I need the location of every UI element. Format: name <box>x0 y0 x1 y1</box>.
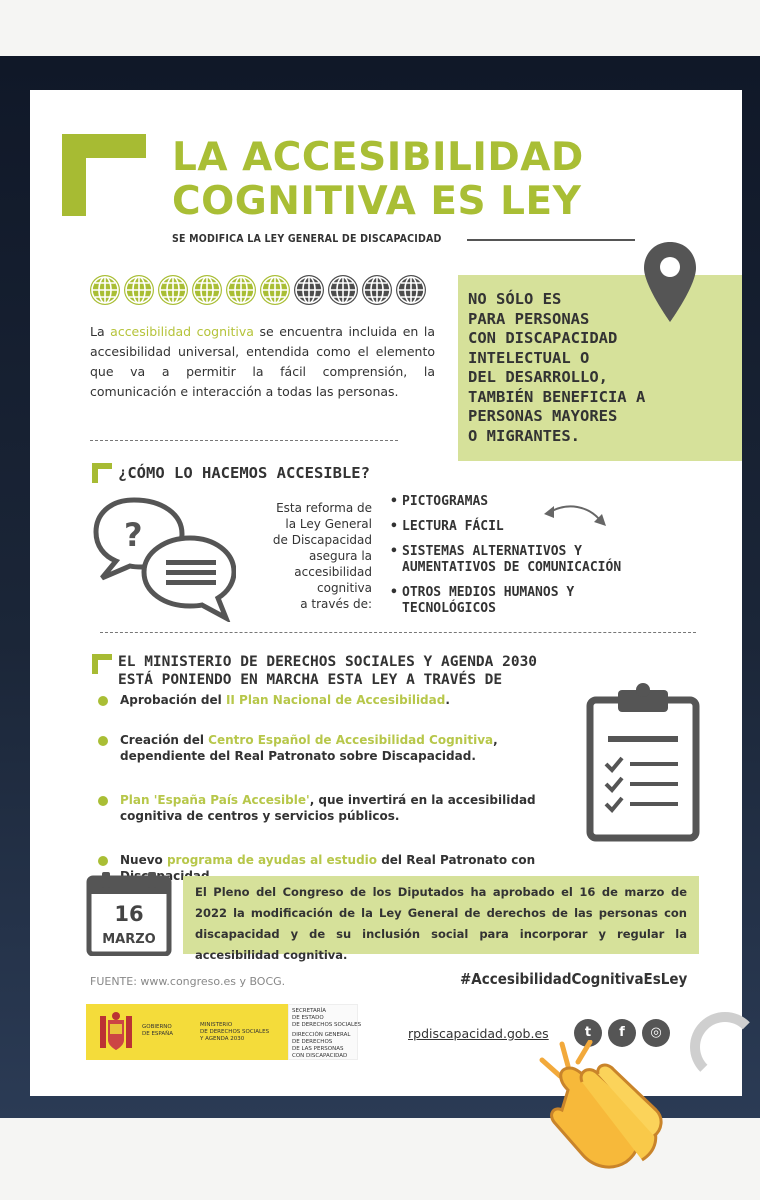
reform-line: de Discapacidad <box>272 533 372 547</box>
intro-before: La <box>90 324 111 339</box>
callout-line: PARA PERSONAS <box>468 309 590 328</box>
actions-list <box>98 692 558 884</box>
ministry-heading-line-2: ESTÁ PONIENDO EN MARCHA ESTA LEY A TRAVÉS DE <box>118 672 503 688</box>
logo-notch <box>86 158 146 216</box>
subtitle: SE MODIFICA LA LEY GENERAL DE DISCAPACIDAD <box>172 233 442 245</box>
reform-line: asegura la <box>309 549 372 563</box>
coat-of-arms-icon <box>96 1010 136 1054</box>
clapping-hands-icon <box>538 1040 678 1170</box>
action-text: . <box>445 693 450 707</box>
intro-paragraph <box>90 322 435 402</box>
gov-label-line: SECRETARÍA <box>292 1008 327 1014</box>
intro-highlight: accesibilidad cognitiva <box>110 324 254 339</box>
globe-icon <box>260 275 290 305</box>
globe-icon <box>192 275 222 305</box>
globe-icon <box>362 275 392 305</box>
gov-label-line: DE DERECHOS SOCIALES <box>292 1022 362 1028</box>
gov-label-3 <box>292 1008 361 1029</box>
tool-item-line: AUMENTATIVOS DE COMUNICACIÓN <box>402 560 622 575</box>
globe-icon <box>328 275 358 305</box>
gov-label-4 <box>292 1032 350 1060</box>
reform-line: Esta reforma de <box>276 501 372 515</box>
tool-item <box>390 544 710 576</box>
action-highlight: Centro Español de Accesibilidad Cognitiva <box>208 733 494 747</box>
gov-label-line: DIRECCIÓN GENERAL <box>292 1032 351 1038</box>
action-item <box>98 792 558 824</box>
reform-line: a través de: <box>300 597 372 611</box>
gov-label-line: GOBIERNO <box>142 1024 172 1030</box>
action-text: , dependiente del Real Patronato sobre Discapacidad. <box>120 733 498 763</box>
decree-box: El Pleno del Congreso de los Diputados ha aprobado el 16 de marzo de 2022 la modificación de la Ley General de derechos de las personas con discapacidad y de su inclusión social para incorporar y regular la accesibilidad cognitiva. <box>183 876 699 954</box>
gov-label-line: CON DISCAPACIDAD <box>292 1053 348 1059</box>
bullet-dot <box>98 696 108 706</box>
divider-dashed <box>90 440 398 441</box>
gov-label-line: DE DERECHOS <box>292 1039 333 1045</box>
action-text: Nuevo <box>120 853 167 867</box>
speech-bubbles-icon <box>90 494 236 622</box>
title-line-1: LA ACCESIBILIDAD <box>172 135 584 180</box>
reform-line: cognitiva <box>317 581 372 595</box>
globe-icon <box>226 275 256 305</box>
section-marker-2-notch <box>98 660 112 674</box>
reform-text <box>240 500 372 612</box>
reform-line: la Ley General <box>285 517 372 531</box>
gov-label-2 <box>200 1022 269 1043</box>
action-highlight: Plan 'España País Accesible' <box>120 793 310 807</box>
action-text: del Real Patronato con <box>381 853 536 867</box>
bullet-dot <box>98 856 108 866</box>
instagram-icon[interactable]: ◎ <box>642 1019 670 1047</box>
callout-line: NO SÓLO ES <box>468 290 562 308</box>
source-text: FUENTE: www.congreso.es y BOCG. <box>90 975 286 988</box>
action-item <box>98 732 558 764</box>
svg-text:?: ? <box>124 516 143 554</box>
website-link[interactable]: rpdiscapacidad.gob.es <box>408 1026 549 1041</box>
subtitle-rule <box>467 239 635 241</box>
globe-icon <box>158 275 188 305</box>
location-pin-icon <box>640 240 700 326</box>
bullet-dot <box>98 796 108 806</box>
calendar-month: MARZO <box>102 932 156 947</box>
action-text: Creación del <box>120 733 209 747</box>
clipboard-checklist-icon <box>584 680 702 842</box>
bullet-dot <box>98 736 108 746</box>
curved-arrow-icon <box>542 500 608 528</box>
divider-dashed-2 <box>100 632 696 633</box>
callout-line: INTELECTUAL O <box>468 348 590 367</box>
gov-label-line: DE ESTADO <box>292 1015 324 1021</box>
hashtag: #AccesibilidadCognitivaEsLey <box>460 970 688 988</box>
globe-icon <box>396 275 426 305</box>
reform-line: accesibilidad <box>294 565 372 579</box>
globe-row <box>90 275 426 305</box>
tool-item <box>390 585 710 617</box>
callout-line: TAMBIÉN BENEFICIA A <box>468 387 646 406</box>
tool-item-line: • OTROS MEDIOS HUMANOS Y <box>402 585 575 600</box>
action-text: Aprobación del <box>120 693 226 707</box>
ministry-heading-line-1: EL MINISTERIO DE DERECHOS SOCIALES Y AGENDA 2030 <box>118 654 538 670</box>
decorative-arc <box>690 1012 760 1082</box>
tool-item-line: • LECTURA FÁCIL <box>402 519 504 534</box>
gov-label-line: DE DERECHOS SOCIALES <box>200 1029 270 1035</box>
gov-label-line: DE LAS PERSONAS <box>292 1046 344 1052</box>
gov-label-line: Y AGENDA 2030 <box>200 1036 245 1042</box>
how-heading: ¿CÓMO LO HACEMOS ACCESIBLE? <box>118 464 370 482</box>
page-title <box>172 136 652 224</box>
callout-line: DEL DESARROLLO, <box>468 368 608 386</box>
action-highlight: II Plan Nacional de Accesibilidad <box>225 693 446 707</box>
gov-label-1 <box>142 1024 173 1038</box>
tool-item-line: • PICTOGRAMAS <box>402 494 489 509</box>
globe-icon <box>124 275 154 305</box>
callout-line: CON DISCAPACIDAD <box>468 329 618 347</box>
gov-label-line: MINISTERIO <box>200 1022 233 1028</box>
action-text: , que invertirá en la accesibilidad cognitiva de centros y servicios públicos. <box>120 793 536 823</box>
tool-item-line: TECNOLÓGICOS <box>402 601 496 616</box>
intro-after: se encuentra incluida en la accesibilidad universal, entendida como el elemento que va a permitir la fácil comprensión, la comunicación e interacción a todas las personas. <box>90 324 435 399</box>
callout-line: PERSONAS MAYORES <box>468 407 618 425</box>
globe-icon <box>90 275 120 305</box>
tool-item-line: • SISTEMAS ALTERNATIVOS Y <box>402 544 583 559</box>
calendar-day: 16 <box>114 902 144 926</box>
title-line-2: COGNITIVA ES LEY <box>172 179 582 224</box>
action-highlight: programa de ayudas al estudio <box>166 853 378 867</box>
twitter-icon[interactable]: t <box>574 1019 602 1047</box>
action-item <box>98 692 558 708</box>
gov-label-line: DE ESPAÑA <box>142 1031 174 1037</box>
section-marker-notch <box>98 469 112 483</box>
callout-line: O MIGRANTES. <box>468 426 580 445</box>
facebook-icon[interactable]: f <box>608 1019 636 1047</box>
globe-icon <box>294 275 324 305</box>
